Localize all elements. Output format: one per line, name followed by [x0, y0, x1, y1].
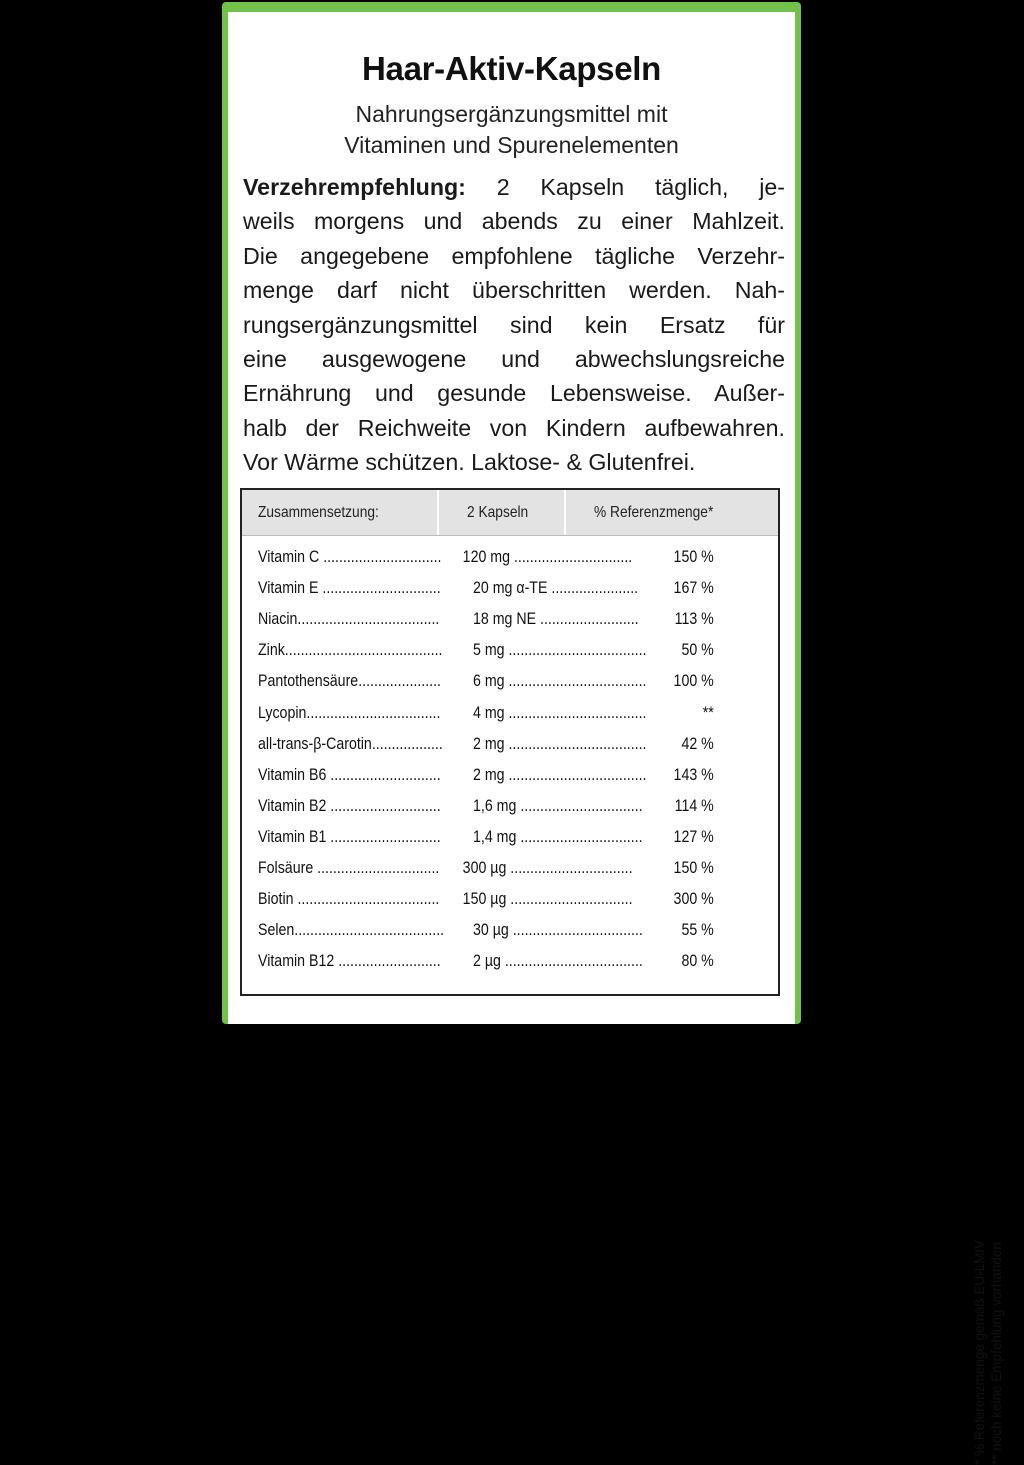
product-subtitle-line1: Nahrungsergänzungsmittel mit [355, 101, 668, 127]
nutrient-reference: 127 % [673, 827, 714, 846]
nutrient-name: Vitamin B2 ............................ [258, 796, 441, 815]
nutrient-name: Vitamin E .............................. [258, 579, 441, 598]
recommendation-line-4: menge darf nicht überschritten werden. Nah- [243, 277, 785, 304]
composition-table [240, 488, 1004, 1465]
nutrient-reference: 150 % [673, 859, 714, 877]
nutrient-reference: 114 % [674, 796, 714, 815]
recommendation-text [243, 170, 785, 480]
nutrient-reference: 150 % [673, 548, 714, 566]
recommendation-line-2: weils morgens und abends zu einer Mahlzeit. [243, 208, 785, 235]
nutrient-reference: 100 % [673, 672, 714, 691]
product-subtitle-line2: Vitaminen und Spurenelementen [344, 132, 679, 158]
nutrient-reference: 300 % [673, 890, 714, 909]
table-row [258, 822, 714, 852]
nutrient-amount: 6 mg ................................... [473, 672, 647, 691]
nutrient-name: Vitamin B12 .......................... [258, 952, 441, 971]
footnotes [971, 1240, 1005, 1465]
table-row [258, 760, 714, 790]
nutrient-reference: ** [702, 703, 714, 722]
nutrient-amount: 5 mg ................................... [473, 641, 647, 660]
table-row [258, 573, 714, 603]
nutrient-reference: 42 % [681, 734, 714, 753]
nutrient-amount: 18 mg NE ......................... [473, 610, 639, 629]
nutrient-reference: 113 % [674, 610, 714, 629]
nutrient-name: Niacin.................................... [258, 610, 440, 629]
table-row [258, 666, 714, 696]
footnote-single: * % Referenzmenge gemäß EU-LMIV [972, 1239, 987, 1465]
nutrient-name: all-trans-β-Carotin.................. [258, 734, 443, 753]
header-composition: Zusammensetzung: [258, 504, 379, 521]
nutrient-name: Biotin .................................... [258, 890, 440, 909]
nutrient-reference: 167 % [673, 579, 714, 598]
nutrient-amount: 20 mg α-TE ...................... [473, 579, 639, 598]
table-row [258, 542, 714, 572]
nutrient-name: Pantothensäure..................... [258, 672, 441, 691]
table-row [258, 915, 714, 945]
nutrient-amount: 120 mg .............................. [462, 548, 633, 566]
footnote-double: ** noch keine Empfehlung vorhanden [989, 1242, 1004, 1465]
product-title: Haar-Aktiv-Kapseln [361, 50, 662, 87]
recommendation-line-9: Vor Wärme schützen. Laktose- & Glutenfrei. [243, 449, 696, 476]
table-row [258, 946, 714, 976]
table-header [242, 490, 778, 536]
nutrient-amount: 150 µg ............................... [462, 890, 633, 909]
nutrient-amount: 300 µg ............................... [462, 859, 633, 877]
header-amount: 2 Kapseln [467, 504, 529, 521]
nutrient-amount: 30 µg ................................. [473, 921, 643, 940]
table-row [258, 791, 714, 821]
nutrient-reference: 55 % [681, 921, 714, 940]
nutrient-amount: 1,6 mg ............................... [473, 796, 643, 815]
nutrient-amount: 2 µg ................................... [473, 952, 643, 971]
nutrient-amount: 4 mg ................................... [473, 703, 647, 722]
table-row [258, 604, 714, 634]
nutrient-name: Selen...................................... [258, 921, 445, 940]
table-row [258, 698, 714, 728]
header-reference: % Referenzmenge* [594, 504, 714, 521]
nutrient-reference: 80 % [681, 952, 714, 971]
header-divider [564, 490, 566, 535]
nutrient-name: Folsäure ............................... [258, 859, 440, 877]
recommendation-line-7: Ernährung und gesunde Lebensweise. Außer- [243, 380, 785, 407]
table-row [258, 635, 714, 665]
table-row [258, 884, 714, 914]
table-row [258, 729, 714, 759]
recommendation-line-3: Die angegebene empfohlene tägliche Verzehr- [243, 242, 785, 269]
recommendation-line-8: halb der Reichweite von Kindern aufbewahren. [243, 414, 785, 441]
recommendation-line-6: eine ausgewogene und abwechslungsreiche [243, 346, 785, 373]
nutrient-reference: 50 % [681, 641, 714, 660]
nutrient-name: Lycopin.................................. [258, 703, 441, 722]
nutrient-name: Vitamin B1 ............................ [258, 827, 441, 846]
nutrient-amount: 2 mg ................................... [473, 765, 647, 784]
header-divider [437, 490, 439, 535]
table-row [258, 853, 714, 883]
recommendation-line-5: rungsergänzungsmittel sind kein Ersatz für [243, 311, 785, 338]
nutrient-reference: 143 % [673, 765, 714, 784]
recommendation-line-1: Verzehrempfehlung: 2 Kapseln täglich, je- [243, 174, 785, 200]
recommendation-label: Verzehrempfehlung: [243, 174, 466, 200]
nutrient-name: Vitamin C .............................. [258, 548, 442, 566]
nutrient-name: Zink........................................ [258, 641, 443, 660]
nutrient-name: Vitamin B6 ............................ [258, 765, 441, 784]
nutrient-amount: 1,4 mg ............................... [473, 827, 643, 846]
nutrient-amount: 2 mg ................................... [473, 734, 647, 753]
